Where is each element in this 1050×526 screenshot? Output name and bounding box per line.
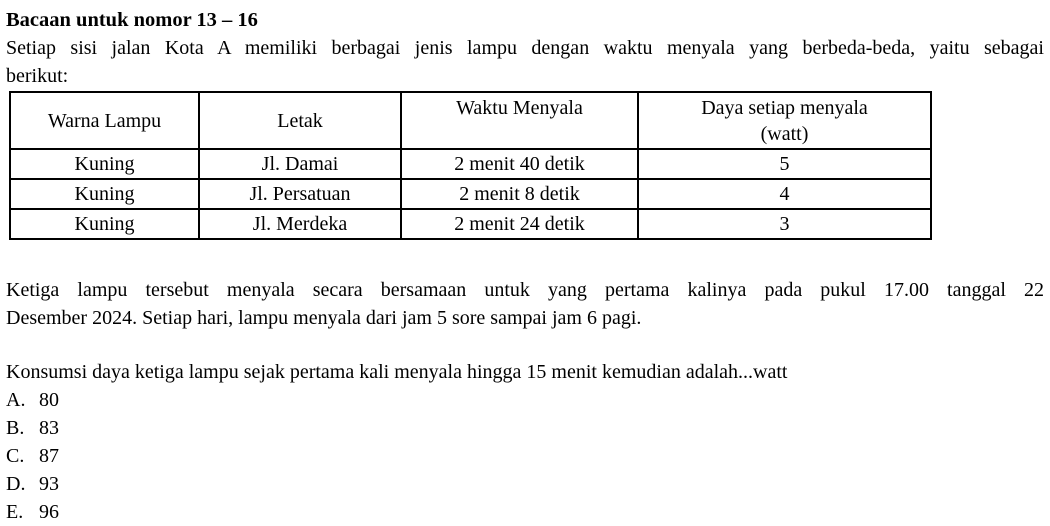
- option-value: 96: [39, 501, 59, 523]
- option-e: [6, 498, 1044, 526]
- header-label: Waktu Menyala: [456, 97, 583, 119]
- header-label-line-2: (watt): [760, 123, 809, 145]
- cell-warna: Kuning: [10, 209, 199, 239]
- option-value: 93: [39, 473, 59, 495]
- option-c: [6, 442, 1044, 470]
- option-d: [6, 470, 1044, 498]
- question-text: Konsumsi daya ketiga lampu sejak pertama kali menyala hingga 15 menit kemudian adalah...watt: [6, 361, 788, 383]
- header-label: Warna Lampu: [47, 109, 162, 132]
- header-daya-setiap-menyala: [638, 92, 931, 149]
- header-letak: [199, 92, 401, 149]
- option-letter: A.: [6, 389, 26, 411]
- option-b: [6, 414, 1044, 442]
- cell-warna: Kuning: [10, 179, 199, 209]
- cell-waktu: 2 menit 8 detik: [401, 179, 638, 209]
- intro-paragraph: [6, 34, 1044, 90]
- header-warna-lampu: [10, 92, 199, 149]
- header-label-line-1: Daya setiap menyala: [701, 97, 868, 119]
- table-row: [10, 149, 931, 179]
- option-value: 83: [39, 417, 59, 439]
- header-label: Letak: [277, 109, 323, 132]
- cell-daya: 5: [638, 149, 931, 179]
- cell-waktu: 2 menit 40 detik: [401, 149, 638, 179]
- table-row: [10, 209, 931, 239]
- option-value: 87: [39, 445, 59, 467]
- table-row: [10, 179, 931, 209]
- intro-line-2: berikut:: [6, 65, 69, 87]
- body-line-2: Desember 2024. Setiap hari, lampu menyala dari jam 5 sore sampai jam 6 pagi.: [6, 307, 642, 329]
- cell-letak: Jl. Damai: [199, 149, 401, 179]
- option-a: [6, 386, 1044, 414]
- cell-daya: 3: [638, 209, 931, 239]
- body-line-1: Ketiga lampu tersebut menyala secara bersamaan untuk yang pertama kalinya pada pukul 17.00 tanggal 22: [6, 279, 1044, 301]
- answer-options: [6, 386, 1044, 526]
- lamp-schedule-table: [9, 91, 932, 240]
- passage-heading: Bacaan untuk nomor 13 – 16: [6, 9, 258, 31]
- cell-waktu: 2 menit 24 detik: [401, 209, 638, 239]
- table-header-row: [10, 92, 931, 149]
- cell-warna: Kuning: [10, 149, 199, 179]
- option-value: 80: [39, 389, 59, 411]
- cell-letak: Jl. Persatuan: [199, 179, 401, 209]
- intro-line-1: Setiap sisi jalan Kota A memiliki berbagai jenis lampu dengan waktu menyala yang berbeda-beda, yaitu sebagai: [6, 37, 1044, 59]
- cell-daya: 4: [638, 179, 931, 209]
- header-waktu-menyala: [401, 92, 638, 149]
- option-letter: E.: [6, 501, 24, 523]
- cell-letak: Jl. Merdeka: [199, 209, 401, 239]
- option-letter: C.: [6, 445, 25, 467]
- option-letter: D.: [6, 473, 26, 495]
- body-paragraph: [6, 276, 1044, 332]
- option-letter: B.: [6, 417, 25, 439]
